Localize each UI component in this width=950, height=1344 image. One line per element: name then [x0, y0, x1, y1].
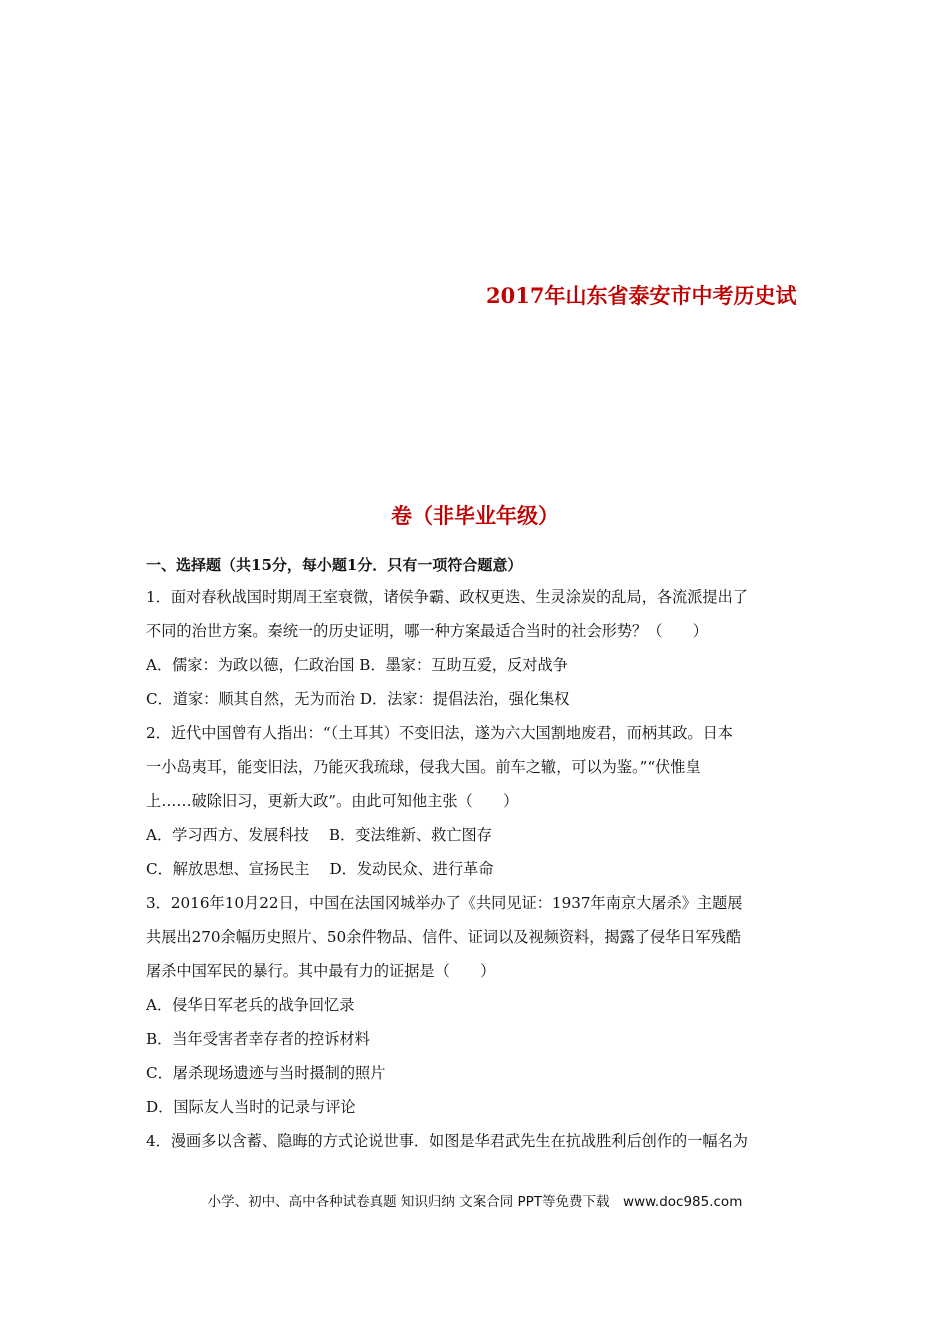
question-1	[146, 580, 808, 716]
question-text-line: 2．近代中国曾有人指出：“（土耳其）不变旧法，遂为六大国割地废君，而柄其政。日本	[146, 724, 733, 742]
answer-option: C．解放思想、宣扬民主 D．发动民众、进行革命	[146, 860, 494, 878]
answer-option: B．当年受害者幸存者的控诉材料	[146, 1030, 370, 1048]
document-title-line-2: 卷（非毕业年级）	[391, 503, 559, 528]
answer-option: C．道家：顺其自然，无为而治 D．法家：提倡法治，强化集权	[146, 690, 570, 708]
question-text-line: 不同的治世方案。秦统一的历史证明，哪一种方案最适合当时的社会形势？（ ）	[146, 622, 708, 640]
question-2	[146, 716, 808, 886]
answer-option: A．侵华日军老兵的战争回忆录	[146, 996, 355, 1014]
question-3	[146, 886, 808, 1124]
section-heading: 一、选择题（共15分，每小题1分．只有一项符合题意）	[146, 556, 523, 574]
page-footer: 小学、初中、高中各种试卷真题 知识归纳 文案合同 PPT等免费下载 www.doc985.com	[207, 1194, 743, 1210]
question-text-line: 上……破除旧习，更新大政”。由此可知他主张（ ）	[146, 792, 519, 810]
answer-option: A．儒家：为政以德，仁政治国 B．墨家：互助互爱，反对战争	[146, 656, 568, 674]
answer-option: D．国际友人当时的记录与评论	[146, 1098, 356, 1116]
question-4	[146, 1124, 808, 1158]
question-text-line: 1．面对春秋战国时期周王室衰微，诸侯争霸、政权更迭、生灵涂炭的乱局，各流派提出了	[146, 588, 748, 606]
exam-content	[146, 550, 808, 1158]
document-title-line-1: 2017年山东省泰安市中考历史试	[486, 283, 797, 308]
question-text-line: 4．漫画多以含蓄、隐晦的方式论说世事．如图是华君武先生在抗战胜利后创作的一幅名为	[146, 1132, 748, 1150]
question-text-line: 3．2016年10月22日，中国在法国冈城举办了《共同见证：1937年南京大屠杀》主题展	[146, 894, 743, 912]
answer-option: A．学习西方、发展科技 B．变法维新、救亡图存	[146, 826, 492, 844]
question-text-line: 共展出270余幅历史照片、50余件物品、信件、证词以及视频资料，揭露了侵华日军残酷	[146, 928, 742, 946]
question-text-line: 屠杀中国军民的暴行。其中最有力的证据是（ ）	[146, 962, 496, 980]
question-text-line: 一小岛夷耳，能变旧法，乃能灭我琉球，侵我大国。前车之辙，可以为鉴。”“伏惟皇	[146, 758, 701, 776]
answer-option: C．屠杀现场遗迹与当时摄制的照片	[146, 1064, 386, 1082]
